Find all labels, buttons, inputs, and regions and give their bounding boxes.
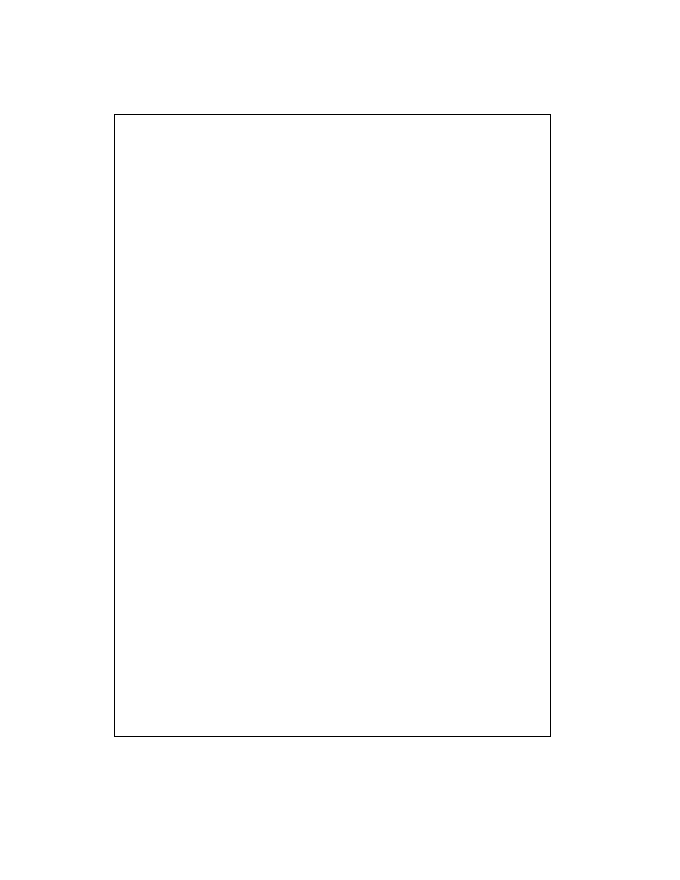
page-frame bbox=[114, 114, 551, 737]
part-number-vertical-title bbox=[560, 114, 574, 210]
